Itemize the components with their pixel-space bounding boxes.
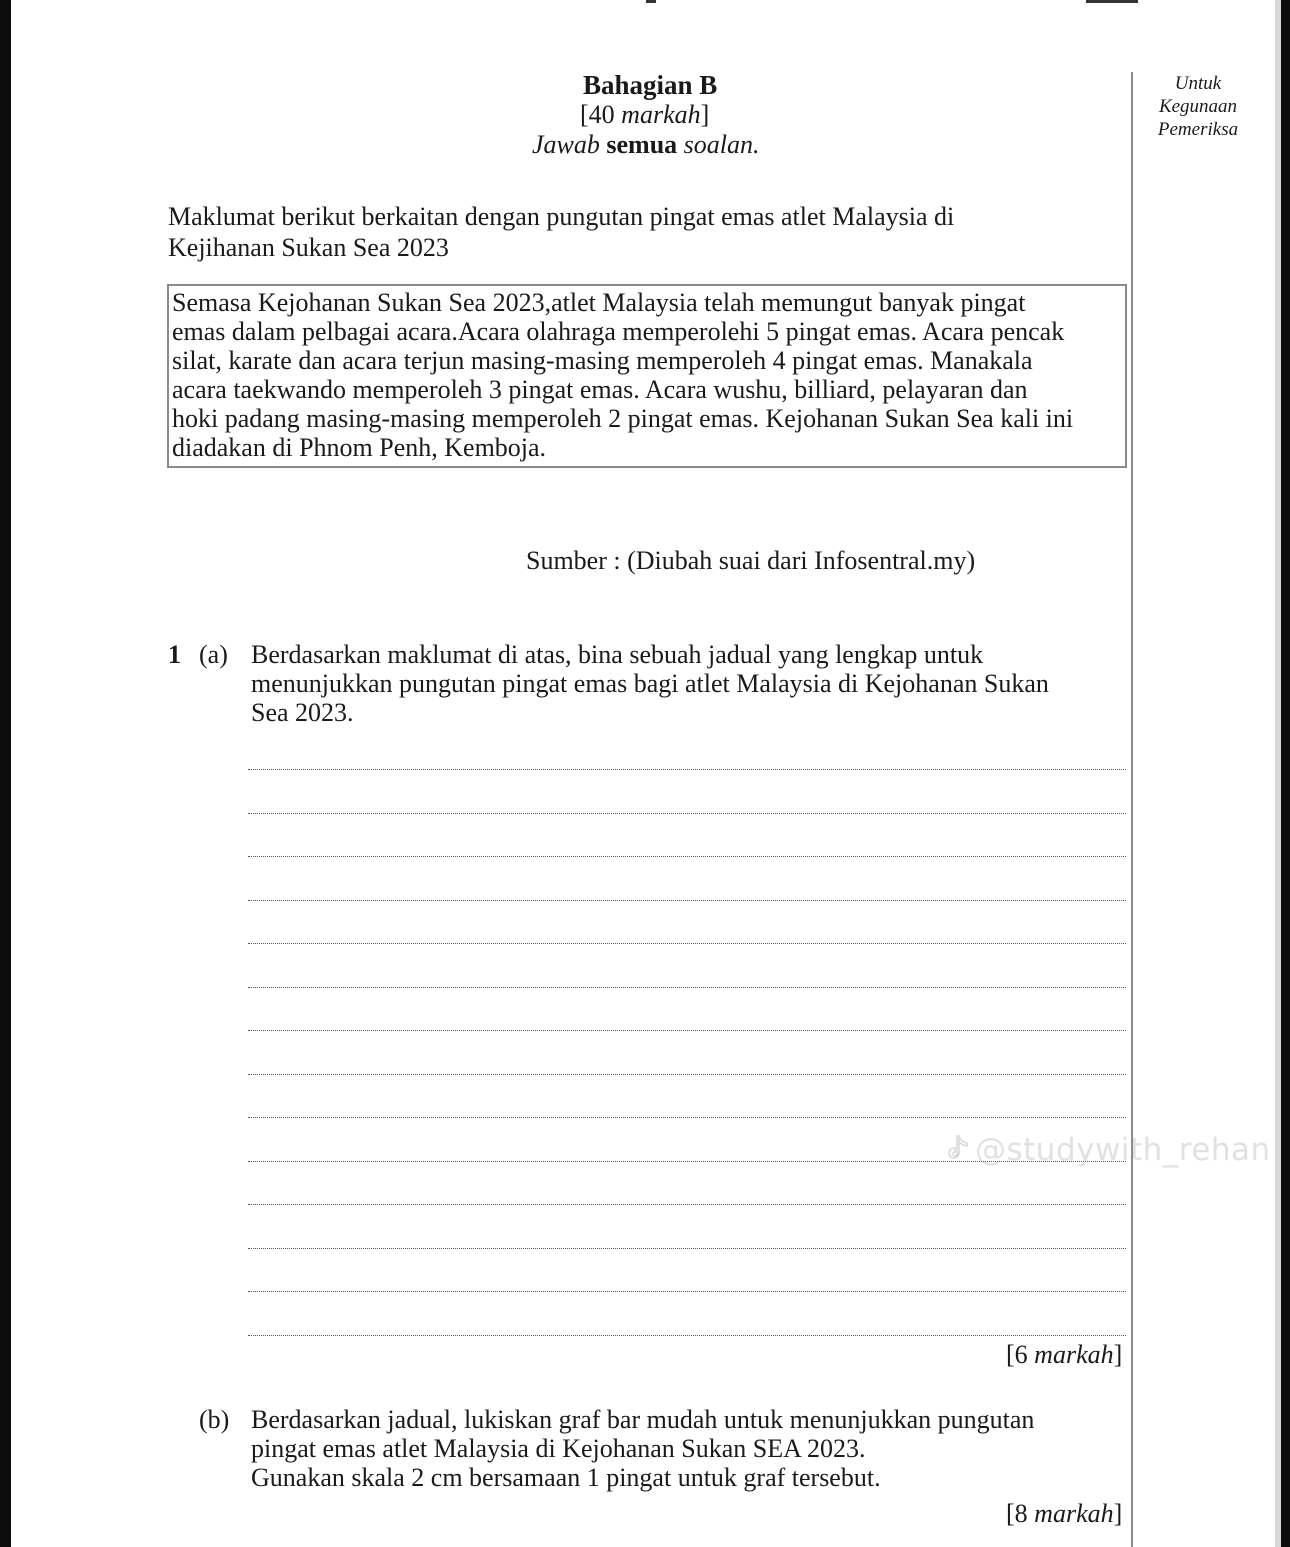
answer-line [248,987,1126,988]
answer-line [248,1291,1126,1292]
answer-line [248,1335,1126,1336]
answer-line [248,813,1126,814]
answer-line [248,1030,1126,1031]
watermark: @studywith_rehan [945,1132,1271,1170]
answer-line [248,1117,1126,1118]
section-instruction: Jawab semua soalan. [532,130,760,159]
answer-line [248,1248,1126,1249]
section-title: Bahagian B [583,70,718,100]
page-top-cut-marks [600,0,1160,4]
answer-line [248,856,1126,857]
answer-line [248,900,1126,901]
question-number: 1 [168,640,181,669]
scan-edge-left [0,0,11,1547]
part-a-label: (a) [199,640,228,669]
intro-paragraph: Maklumat berikut berkaitan dengan pungutan pingat emas atlet Malaysia di Kejihanan Sukan Sea 2023 [168,202,955,262]
part-b-question: Berdasarkan jadual, lukiskan graf bar mudah untuk menunjukkan pungutan pingat emas atlet Malaysia di Kejohanan Sukan SEA 2023. Gunakan skala 2 cm bersamaan 1 pingat untuk graf tersebut. [251,1405,1035,1492]
part-a-question: Berdasarkan maklumat di atas, bina sebuah jadual yang lengkap untuk menunjukkan pungutan pingat emas bagi atlet Malaysia di Kejohanan Sukan Sea 2023. [251,640,1049,727]
scan-edge-right [1281,0,1290,1547]
part-a-marks: [6 markah] [1006,1340,1123,1369]
part-b-marks: [8 markah] [1006,1499,1123,1528]
info-box: Semasa Kejohanan Sukan Sea 2023,atlet Malaysia telah memungut banyak pingat emas dalam pelbagai acara.Acara olahraga memperolehi 5 pingat emas. Acara pencak silat, karate dan acara terjun masing-masing memperoleh 4 pingat emas. Manakala acara taekwando memperoleh 3 pingat emas. Acara wushu, billiard, pelayaran dan hoki padang masing-masing memperoleh 2 pingat emas. Kejohanan Sukan Sea kali ini diadakan di Phnom Penh, Kemboja. [167,284,1127,468]
answer-line [248,1074,1126,1075]
part-b-label: (b) [199,1405,230,1434]
answer-line [248,943,1126,944]
answer-line [248,1204,1126,1205]
section-marks: [40 markah] [580,100,710,129]
source-citation: Sumber : (Diubah suai dari Infosentral.my) [526,546,976,575]
examiner-use-label: Untuk Kegunaan Pemeriksa [1157,73,1239,140]
music-note-icon [945,1134,969,1170]
answer-line [248,769,1126,770]
examiner-margin-rule [1131,72,1133,1547]
